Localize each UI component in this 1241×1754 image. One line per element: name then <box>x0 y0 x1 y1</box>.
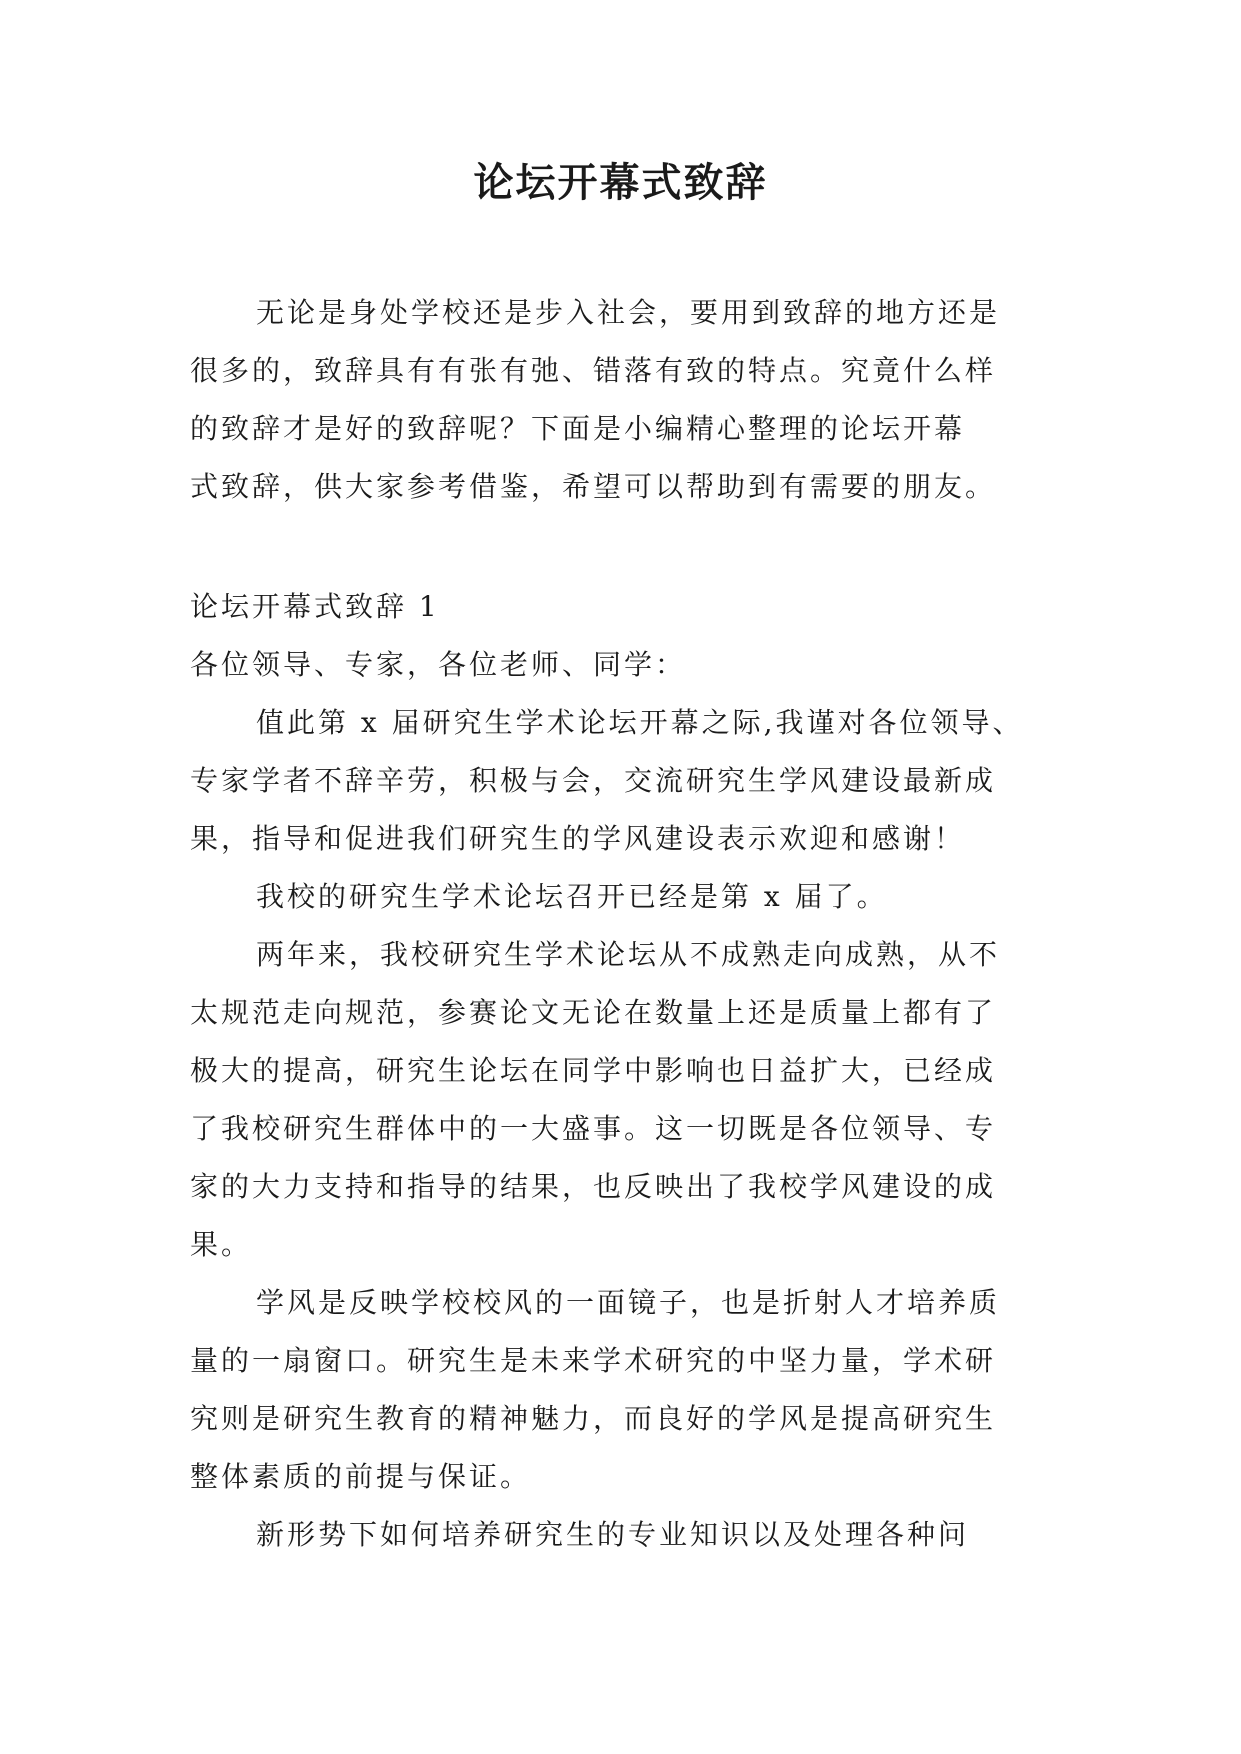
salutation: 各位领导、专家，各位老师、同学： <box>190 648 687 681</box>
paragraph-line: 量的一扇窗口。研究生是未来学术研究的中坚力量，学术研 <box>190 1344 997 1377</box>
intro-paragraph <box>190 284 1060 516</box>
paragraph-line: 式致辞，供大家参考借鉴，希望可以帮助到有需要的朋友。 <box>190 470 997 503</box>
paragraph-line: 专家学者不辞辛劳，积极与会，交流研究生学风建设最新成 <box>190 764 997 797</box>
paragraph-line: 我校的研究生学术论坛召开已经是第 x 届了。 <box>256 880 888 913</box>
paragraph-line: 值此第 x 届研究生学术论坛开幕之际,我谨对各位领导、 <box>256 706 1024 739</box>
paragraph-line: 学风是反映学校校风的一面镜子，也是折射人才培养质 <box>256 1286 1001 1319</box>
document-title: 论坛开幕式致辞 <box>473 159 768 206</box>
paragraph-line: 家的大力支持和指导的结果，也反映出了我校学风建设的成 <box>190 1170 997 1203</box>
section-block <box>190 578 1060 1564</box>
paragraph-line: 整体素质的前提与保证。 <box>190 1460 532 1493</box>
paragraph-line: 果。 <box>190 1228 253 1261</box>
paragraph-line: 新形势下如何培养研究生的专业知识以及处理各种问 <box>256 1518 970 1551</box>
paragraph-line: 太规范走向规范，参赛论文无论在数量上还是质量上都有了 <box>190 996 997 1029</box>
paragraph-line: 两年来，我校研究生学术论坛从不成熟走向成熟，从不 <box>256 938 1001 971</box>
paragraph-line: 无论是身处学校还是步入社会，要用到致辞的地方还是 <box>256 296 1001 329</box>
paragraph-line: 了我校研究生群体中的一大盛事。这一切既是各位领导、专 <box>190 1112 997 1145</box>
paragraph-line: 究则是研究生教育的精神魅力，而良好的学风是提高研究生 <box>190 1402 997 1435</box>
paragraph-line: 很多的，致辞具有有张有弛、错落有致的特点。究竟什么样 <box>190 354 997 387</box>
paragraph-line: 的致辞才是好的致辞呢？下面是小编精心整理的论坛开幕 <box>190 412 966 445</box>
paragraph-line: 极大的提高，研究生论坛在同学中影响也日益扩大，已经成 <box>190 1054 997 1087</box>
paragraph-line: 果，指导和促进我们研究生的学风建设表示欢迎和感谢！ <box>190 822 966 855</box>
section-heading: 论坛开幕式致辞 1 <box>190 590 440 623</box>
